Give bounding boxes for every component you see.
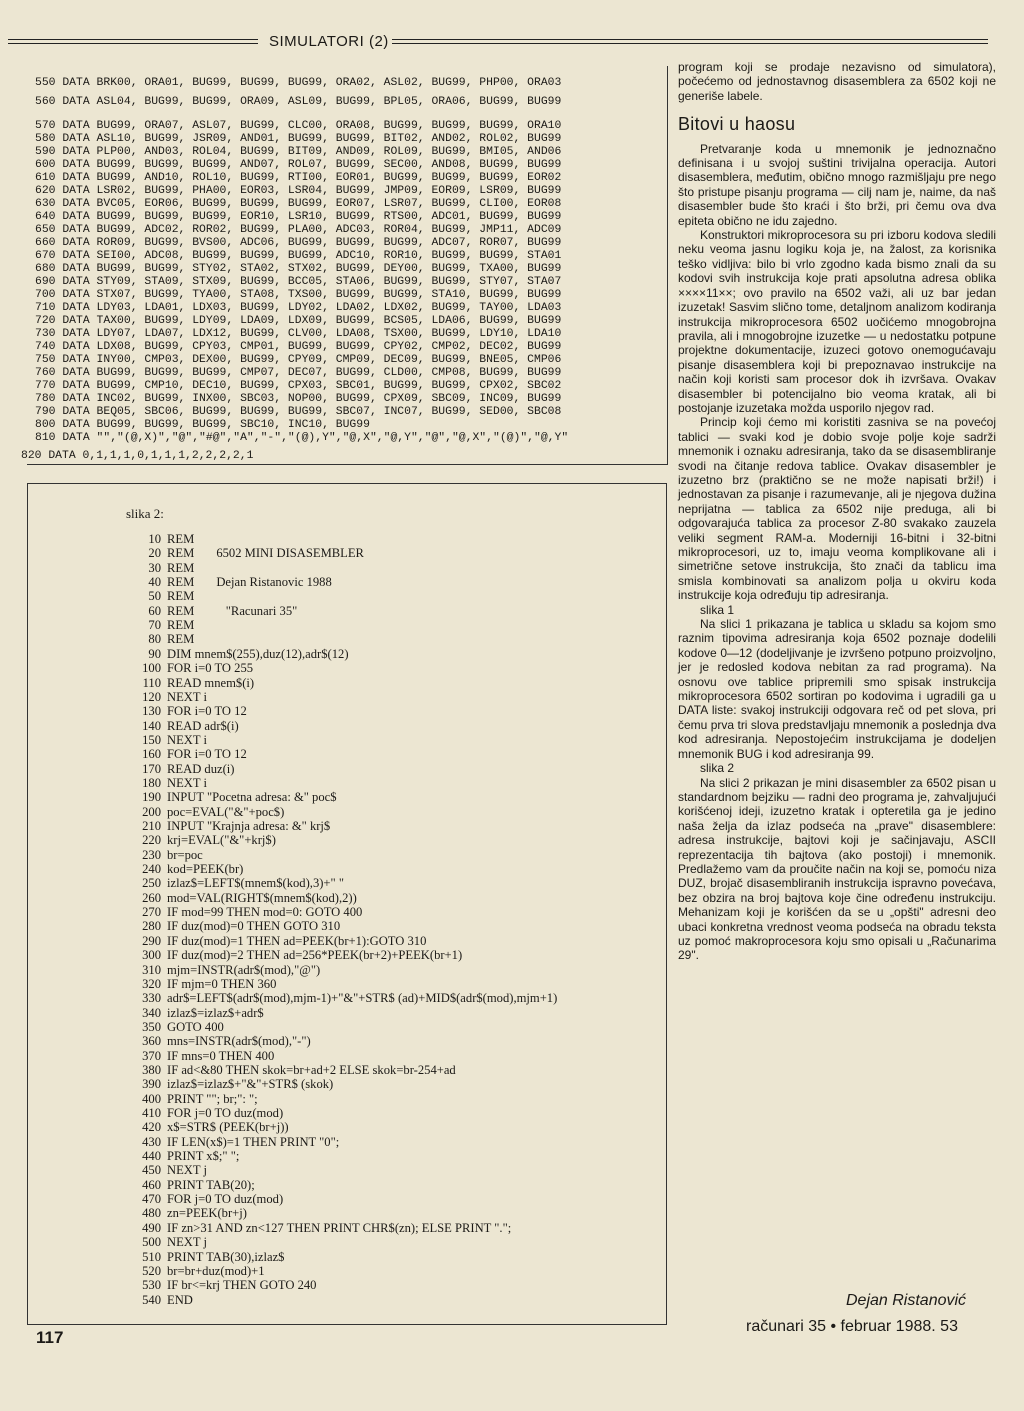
program-line [131, 1163, 207, 1177]
line-number: 360 [142, 1034, 161, 1049]
program-line [131, 1235, 207, 1249]
line-number: 110 [142, 675, 161, 690]
data-line: 600 DATA BUG99, BUG99, BUG99, AND07, ROL07, BUG99, SEC00, AND08, BUG99, BUG99 [35, 159, 562, 171]
paragraph-2: Konstruktori mikroprocesora su pri izboru kodova sledili neku veoma jasnu logiku koja je, na žalost, za korisnika teško vidljiva: bilo bi vrlo zgodno kada bismo znali da su kodovi svih instrukcija koje prati apsolutna adresa oblika ××××11××; ovo pravilo na 6502 važi, ali uz bar jedan izuzetak! Sasvim slično tome, detaljnom analizom kodiranja instrukcija mikroprocesora 6502 uočićemo mnogobrojna pravila, ali i mnogobrojne izuzetke — u nedostatku potpune projektne dokumentacije, izuzeci gotovo onemogućavaju pisanje disasemblera koji bi prepoznavao instrukcije na način koji koristi sam procesor dok ih izvršava. Ovakav disasembler bi potencijalno bio veoma kratak, ali bi postojanje izuzetaka možda usporilo njegov rad. [678, 228, 996, 415]
program-line [131, 977, 276, 991]
program-line [131, 1006, 264, 1020]
data-line: 680 DATA BUG99, BUG99, STY02, STA02, STX02, BUG99, DEY00, BUG99, TXA00, BUG99 [35, 263, 562, 275]
data-line: 560 DATA ASL04, BUG99, BUG99, ORA09, ASL09, BUG99, BPL05, ORA06, BUG99, BUG99 [35, 96, 562, 108]
program-line [131, 862, 243, 876]
data-line: 640 DATA BUG99, BUG99, BUG99, EOR10, LSR10, BUG99, RTS00, ADC01, BUG99, BUG99 [35, 211, 562, 223]
line-code: mjm=INSTR(adr$(mod),"@") [167, 962, 321, 977]
article-intro: program koji se prodaje nezavisno od simulatora), počećemo od jednostavnog disasemblera za 6502 koji ne generiše labele. [678, 60, 996, 103]
line-number: 220 [142, 833, 161, 848]
line-code: REM Dejan Ristanovic 1988 [167, 575, 332, 590]
line-number: 150 [142, 732, 161, 747]
line-code: REM "Racunari 35" [167, 603, 298, 618]
program-line [131, 1178, 255, 1192]
line-code: IF ad<&80 THEN skok=br+ad+2 ELSE skok=br-254+ad [167, 1062, 456, 1077]
line-number: 280 [142, 919, 161, 934]
data-line: 580 DATA ASL10, BUG99, JSR09, AND01, BUG99, BUG99, BIT02, AND02, ROL02, BUG99 [35, 133, 562, 145]
slika-2-ref: slika 2 [700, 761, 735, 776]
program-line [131, 1278, 316, 1292]
data-line: 820 DATA 0,1,1,1,0,1,1,1,2,2,2,2,1 [21, 450, 254, 462]
program-line [131, 876, 344, 890]
line-number: 380 [142, 1062, 161, 1077]
line-code: br=poc [167, 847, 203, 862]
program-line [131, 805, 284, 819]
data-line: 570 DATA BUG99, ORA07, ASL07, BUG99, CLC00, ORA08, BUG99, BUG99, BUG99, ORA10 [35, 120, 562, 132]
line-code: END [167, 1292, 193, 1307]
line-number: 370 [142, 1048, 161, 1063]
program-line [131, 1063, 456, 1077]
line-number: 530 [142, 1278, 161, 1293]
author-name: Dejan Ristanović [846, 1292, 967, 1309]
header-rule-right [388, 39, 988, 40]
paragraph-4: Na slici 1 prikazana je tablica u skladu sa kojom smo raznim tipovima adresiranja koja 6502 poznaje dodelili kodove 0—12 (dodeljivanje je izvršeno potpuno proizvoljno, jer je redosled kodova nebitan za rad programa). Na osnovu ove tablice pripremili smo spisak instrukcija mikroprocesora 6502 sortiran po kodovima i ugradili ga u DATA liste: svakoj instrukciji odgovara reč od pet slova, pri čemu prva tri slova predstavljaju mnemonik a poslednja dva kod adresiranja. Nepostojećim instrukcijama je dodeljen mnemonik BUG i kod adresiranja 99. [678, 617, 996, 761]
line-number: 130 [142, 704, 161, 719]
program-line [131, 934, 426, 948]
program-line [131, 589, 194, 603]
line-code: FOR j=0 TO duz(mod) [167, 1106, 284, 1120]
line-number: 480 [142, 1206, 161, 1221]
data-line: 800 DATA BUG99, BUG99, BUG99, SBC10, INC10, BUG99 [35, 419, 370, 431]
page-number-left: 117 [36, 1328, 64, 1347]
line-code: IF duz(mod)=1 THEN ad=PEEK(br+1):GOTO 310 [167, 933, 427, 948]
line-number: 230 [142, 847, 161, 862]
line-code: FOR i=0 TO 12 [167, 704, 247, 719]
header-title: SIMULATORI (2) [266, 33, 392, 50]
data-line: 710 DATA LDY03, LDA01, LDX03, BUG99, LDY02, LDA02, LDX02, BUG99, TAY00, LDA03 [35, 302, 562, 314]
line-code: izlaz$=izlaz$+"&"+STR$ (skok) [167, 1077, 334, 1092]
line-number: 80 [148, 632, 161, 647]
line-code: br=br+duz(mod)+1 [167, 1263, 265, 1278]
program-line [131, 948, 462, 962]
line-code: mns=INSTR(adr$(mod),"-") [167, 1034, 311, 1049]
line-number: 170 [142, 761, 161, 776]
line-number: 460 [142, 1177, 161, 1192]
line-number: 190 [142, 790, 161, 805]
line-number: 420 [142, 1120, 161, 1135]
line-code: IF mns=0 THEN 400 [167, 1048, 275, 1063]
line-number: 160 [142, 747, 161, 762]
paragraph-5: Na slici 2 prikazan je mini disasembler za 6502 pisan u standardnom bejziku — radni deo programa je, zahvaljujući korišćenoj ideji, izuzetno kratak i opteretila ga je jedino naša želja da izlaz podseća na „prave" disasemblere: adresa instrukcije, bajtovi koji je sačinjavaju, ASCII reprezentacija tih bajtova (ako postoji) i mnemonik. Predlažemo vam da proučite način na koji se, pomoću niza DUZ, brojač disasembliranih instrukcija ispravno povećava, bez obzira na broj bajtova koje čine određenu instrukciju. Mehanizam koji je korišćen da se u „opšti" adresni deo ubaci konkretna vrednost veoma podseća na obradu teksta uz pomoć makroprocesora koju smo opisali u „Računarima 29". [678, 775, 996, 963]
line-code: REM [167, 532, 195, 546]
line-code: NEXT i [167, 732, 207, 747]
line-number: 200 [142, 804, 161, 819]
data-line: 740 DATA LDX08, BUG99, CPY03, CMP01, BUG99, BUG99, CPY02, CMP02, DEC02, BUG99 [35, 341, 562, 353]
line-code: INPUT "Krajnja adresa: &" krj$ [167, 819, 331, 833]
line-code: REM [167, 560, 195, 575]
line-code: DIM mnem$(255),duz(12),adr$(12) [167, 646, 349, 661]
line-code: GOTO 400 [167, 1019, 224, 1034]
program-line [131, 1020, 224, 1034]
section-header [8, 28, 988, 58]
line-number: 450 [142, 1163, 161, 1178]
line-number: 350 [142, 1019, 161, 1034]
line-code: IF br<=krj THEN GOTO 240 [167, 1278, 317, 1293]
line-number: 250 [142, 876, 161, 891]
data-line: 590 DATA PLP00, AND03, ROL04, BUG99, BIT09, AND09, ROL09, BUG99, BMI05, AND06 [35, 146, 562, 158]
line-code: FOR j=0 TO duz(mod) [167, 1192, 284, 1207]
line-number: 410 [142, 1106, 161, 1120]
data-line: 730 DATA LDY07, LDA07, LDX12, BUG99, CLV00, LDA08, TSX00, BUG99, LDY10, LDA10 [35, 328, 562, 340]
line-code: poc=EVAL("&"+poc$) [167, 804, 285, 819]
line-code: IF zn>31 AND zn<127 THEN PRINT CHR$(zn); ELSE PRINT "."; [167, 1220, 512, 1235]
line-code: PRINT ""; br;": "; [167, 1091, 258, 1106]
line-code: FOR i=0 TO 255 [167, 661, 254, 676]
line-code: PRINT TAB(30),izlaz$ [167, 1249, 285, 1264]
program-line [131, 833, 276, 847]
program-line [131, 704, 247, 718]
program-line [131, 690, 207, 704]
program-line [131, 762, 235, 776]
program-line [131, 1034, 311, 1048]
header-rule-left [8, 39, 258, 40]
program-line [131, 747, 247, 761]
program-line [131, 1149, 239, 1163]
line-code: kod=PEEK(br) [167, 862, 244, 877]
line-code: NEXT i [167, 689, 207, 704]
data-line: 760 DATA BUG99, BUG99, BUG99, CMP07, DEC07, BUG99, CLD00, CMP08, BUG99, BUG99 [35, 367, 562, 379]
line-code: adr$=LEFT$(adr$(mod),mjm-1)+"&"+STR$ (ad)+MID$(adr$(mod),mjm+1) [167, 991, 558, 1006]
line-number: 210 [142, 819, 161, 833]
program-line [131, 1250, 284, 1264]
line-number: 100 [142, 661, 161, 676]
data-listing-slika-1 [21, 66, 668, 465]
data-line: 720 DATA TAX00, BUG99, LDY09, LDA09, LDX09, BUG99, BCS05, LDA06, BUG99, BUG99 [35, 315, 562, 327]
program-line [131, 776, 207, 790]
program-line [131, 919, 340, 933]
program-line [131, 963, 320, 977]
program-line [131, 546, 364, 560]
program-line [131, 1206, 247, 1220]
line-code: zn=PEEK(br+j) [167, 1206, 247, 1221]
section-title: Bitovi u haosu [678, 114, 796, 135]
line-code: NEXT i [167, 775, 207, 790]
program-line [131, 1092, 258, 1106]
program-line [131, 1192, 283, 1206]
line-number: 310 [142, 962, 161, 977]
line-code: krj=EVAL("&"+krj$) [167, 833, 276, 848]
line-number: 330 [142, 991, 161, 1006]
program-line [131, 848, 203, 862]
line-code: x$=STR$ (PEEK(br+j)) [167, 1120, 289, 1135]
data-line: 620 DATA LSR02, BUG99, PHA00, EOR03, LSR04, BUG99, JMP09, EOR09, LSR09, BUG99 [35, 185, 562, 197]
program-line [131, 632, 194, 646]
program-line [131, 618, 194, 632]
paragraph-1: Pretvaranje koda u mnemonik je jednoznačno definisana i u svojoj suštini trivijalna operacija. Autori disasemblera, međutim, obično mnogo razmišljaju pre nego što pristupe pisanju programa — cilj nam je, naime, da naš disasembler bude što kraći i što brži, pri čemu ova dva epiteta obično ne idu zajedno. [678, 141, 996, 228]
program-line [131, 733, 207, 747]
data-line: 660 DATA ROR09, BUG99, BVS00, ADC06, BUG99, BUG99, BUG99, ADC07, ROR07, BUG99 [35, 237, 562, 249]
program-line [131, 1049, 274, 1063]
data-line: 770 DATA BUG99, CMP10, DEC10, BUG99, CPX03, SBC01, BUG99, BUG99, CPX02, SBC02 [35, 380, 562, 392]
header-rule-left-2 [8, 43, 258, 44]
line-number: 140 [142, 718, 161, 733]
paragraph-3: Princip koji ćemo mi koristiti zasniva se na povećoj tablici — svaki kod je dobio svoje polje koje sadrži mnemonik i oznaku adresiranja, tako da se disasembliranje svodi na čitanje redova tablice. Ovakav disasembler je izuzetno brz (praktično se ne može napisati brži!) i jednostavan za pisanje i razumevanje, ali je njegova dužina neprijatna — tablica za 6502 nije preduga, ali bi odgovarajuća tablica za procesor Z-80 svakako zauzela veliki segment RAM-a. Moderniji 16-bitni i 32-bitni mikroprocesori, uz to, imaju veoma komplikovane ali i simetrične setove instrukcija, što znači da tablicu ima smisla kombinovati sa analizom polja u okviru koda instrukcije koja određuju tip adresiranja. [678, 415, 996, 603]
line-number: 40 [148, 575, 161, 590]
program-line [131, 1077, 333, 1091]
line-number: 430 [142, 1134, 161, 1149]
line-number: 520 [142, 1263, 161, 1278]
program-line [131, 1221, 511, 1235]
line-number: 400 [142, 1091, 161, 1106]
line-number: 290 [142, 933, 161, 948]
program-line [131, 991, 557, 1005]
program-line [131, 1106, 283, 1120]
line-code: PRINT x$;" "; [167, 1149, 240, 1164]
line-number: 390 [142, 1077, 161, 1092]
line-number: 500 [142, 1235, 161, 1250]
line-number: 30 [148, 560, 161, 575]
program-line [131, 790, 337, 804]
article-column [678, 60, 996, 963]
line-code: mod=VAL(RIGHT$(mnem$(kod),2)) [167, 890, 357, 905]
line-code: READ adr$(i) [167, 718, 239, 733]
data-line: 700 DATA STX07, BUG99, TYA00, STA08, TXS00, BUG99, BUG99, STA10, BUG99, BUG99 [35, 289, 562, 301]
data-line: 610 DATA BUG99, AND10, ROL10, BUG99, RTI00, EOR01, BUG99, BUG99, BUG99, EOR02 [35, 172, 562, 184]
line-number: 470 [142, 1192, 161, 1207]
line-number: 20 [148, 546, 161, 561]
program-line [131, 561, 194, 575]
line-code: IF duz(mod)=0 THEN GOTO 310 [167, 919, 341, 934]
line-code: READ mnem$(i) [167, 675, 255, 690]
line-number: 300 [142, 948, 161, 963]
program-line [131, 1135, 339, 1149]
program-line [131, 905, 362, 919]
program-line [131, 891, 357, 905]
line-code: izlaz$=izlaz$+adr$ [167, 1005, 264, 1020]
data-line: 650 DATA BUG99, ADC02, ROR02, BUG99, PLA00, ADC03, ROR04, BUG99, JMP11, ADC09 [35, 224, 562, 236]
slika-2-label: slika 2: [126, 506, 164, 521]
program-listing-box [27, 483, 667, 1325]
line-code: PRINT TAB(20); [167, 1177, 255, 1192]
program-line [131, 1120, 289, 1134]
line-code: READ duz(i) [167, 761, 235, 776]
magazine-footer: računari 35 • februar 1988. 53 [746, 1318, 958, 1335]
line-code: REM [167, 632, 195, 647]
line-number: 180 [142, 775, 161, 790]
program-line [131, 575, 332, 589]
data-line: 790 DATA BEQ05, SBC06, BUG99, BUG99, BUG99, SBC07, INC07, BUG99, SED00, SBC08 [35, 406, 562, 418]
program-line [131, 1293, 193, 1307]
program-line [131, 819, 330, 833]
line-code: IF mjm=0 THEN 360 [167, 976, 277, 991]
line-number: 340 [142, 1005, 161, 1020]
line-code: IF duz(mod)=2 THEN ad=256*PEEK(br+2)+PEEK(br+1) [167, 948, 463, 963]
line-number: 440 [142, 1149, 161, 1164]
program-line [131, 676, 254, 690]
program-line [131, 532, 194, 546]
line-number: 260 [142, 890, 161, 905]
line-number: 120 [142, 689, 161, 704]
header-rule-right-2 [388, 43, 988, 44]
line-code: IF LEN(x$)=1 THEN PRINT "0"; [167, 1134, 340, 1149]
line-number: 320 [142, 976, 161, 991]
line-number: 490 [142, 1220, 161, 1235]
line-code: IF mod=99 THEN mod=0: GOTO 400 [167, 905, 363, 920]
line-code: NEXT j [167, 1235, 207, 1250]
slika-1-ref: slika 1 [700, 602, 735, 617]
line-number: 70 [148, 618, 161, 633]
data-line: 810 DATA "","(@,X)","@","#@","A","-","(@),Y","@,X","@,Y","@","@,X","(@)","@,Y" [35, 432, 569, 444]
data-line: 670 DATA SEI00, ADC08, BUG99, BUG99, BUG99, ADC10, ROR10, BUG99, BUG99, STA01 [35, 250, 562, 262]
data-line: 690 DATA STY09, STA09, STX09, BUG99, BCC05, STA06, BUG99, BUG99, STY07, STA07 [35, 276, 562, 288]
line-number: 540 [142, 1292, 161, 1307]
line-code: INPUT "Pocetna adresa: &" poc$ [167, 790, 337, 805]
line-number: 90 [148, 646, 161, 661]
line-code: izlaz$=LEFT$(mnem$(kod),3)+" " [167, 876, 344, 891]
data-line: 630 DATA BVC05, EOR06, BUG99, BUG99, BUG99, EOR07, LSR07, BUG99, CLI00, EOR08 [35, 198, 562, 210]
line-number: 510 [142, 1249, 161, 1264]
data-line: 750 DATA INY00, CMP03, DEX00, BUG99, CPY09, CMP09, DEC09, BUG99, BNE05, CMP06 [35, 354, 562, 366]
program-line [131, 661, 253, 675]
line-number: 270 [142, 905, 161, 920]
program-line [131, 647, 349, 661]
program-line [131, 1264, 265, 1278]
data-line: 780 DATA INC02, BUG99, INX00, SBC03, NOP00, BUG99, CPX09, SBC09, INC09, BUG99 [35, 393, 562, 405]
program-line [131, 604, 297, 618]
line-number: 60 [148, 603, 161, 618]
program-line [131, 719, 239, 733]
data-line: 550 DATA BRK00, ORA01, BUG99, BUG99, BUG99, ORA02, ASL02, BUG99, PHP00, ORA03 [35, 77, 562, 89]
line-code: REM [167, 618, 195, 633]
line-code: FOR i=0 TO 12 [167, 747, 247, 762]
line-code: REM 6502 MINI DISASEMBLER [167, 546, 364, 561]
line-code: REM [167, 589, 195, 604]
line-number: 10 [148, 532, 161, 546]
line-code: NEXT j [167, 1163, 207, 1178]
line-number: 240 [142, 862, 161, 877]
line-number: 50 [148, 589, 161, 604]
